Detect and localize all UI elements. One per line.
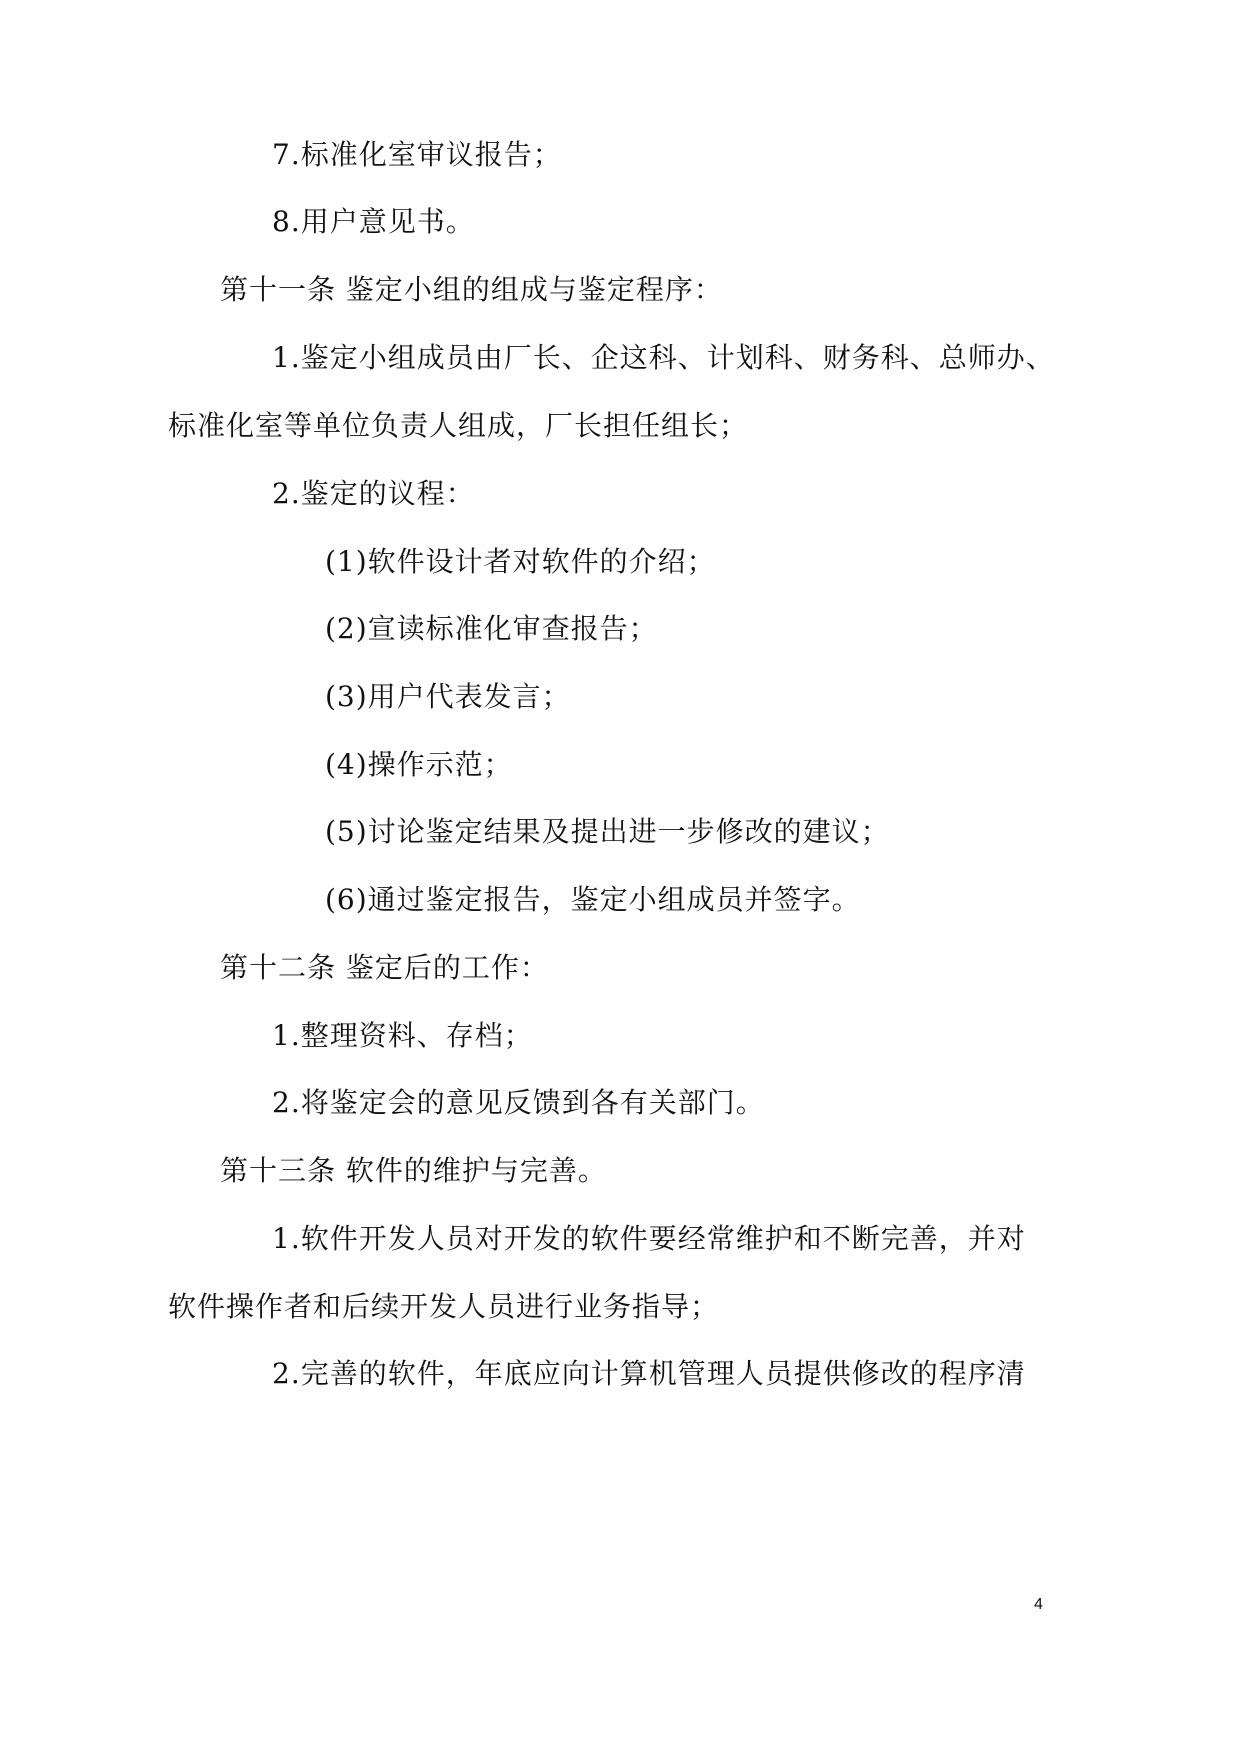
agenda-item-2: (2)宣读标准化审查报告； [325,612,658,645]
list-item-7: 7.标准化室审议报告； [272,138,562,171]
agenda-item-1: (1)软件设计者对软件的介绍； [325,545,716,578]
article-13-item-1-continued: 软件操作者和后续开发人员进行业务指导； [168,1290,720,1323]
article-12-item-2: 2.将鉴定会的意见反馈到各有关部门。 [272,1086,765,1119]
list-item-8: 8.用户意见书。 [272,205,475,238]
article-11-item-2: 2.鉴定的议程： [272,477,475,510]
article-11-item-1: 1.鉴定小组成员由厂长、企这科、计划科、财务科、总师办、 [272,341,1055,374]
article-11-item-1-continued: 标准化室等单位负责人组成，厂长担任组长； [168,409,749,442]
agenda-item-3: (3)用户代表发言； [325,680,571,713]
article-13-heading: 第十三条 软件的维护与完善。 [220,1154,607,1187]
article-13-item-2: 2.完善的软件，年底应向计算机管理人员提供修改的程序清 [272,1357,1026,1390]
agenda-item-4: (4)操作示范； [325,748,513,781]
agenda-item-6: (6)通过鉴定报告，鉴定小组成员并签字。 [325,883,861,916]
article-12-heading: 第十二条 鉴定后的工作： [220,951,549,984]
article-11-heading: 第十一条 鉴定小组的组成与鉴定程序： [220,273,723,306]
article-13-item-1: 1.软件开发人员对开发的软件要经常维护和不断完善，并对 [272,1222,1026,1255]
agenda-item-5: (5)讨论鉴定结果及提出进一步修改的建议； [325,815,890,848]
page-number: 4 [1034,1596,1043,1613]
article-12-item-1: 1.整理资料、存档； [272,1019,533,1052]
